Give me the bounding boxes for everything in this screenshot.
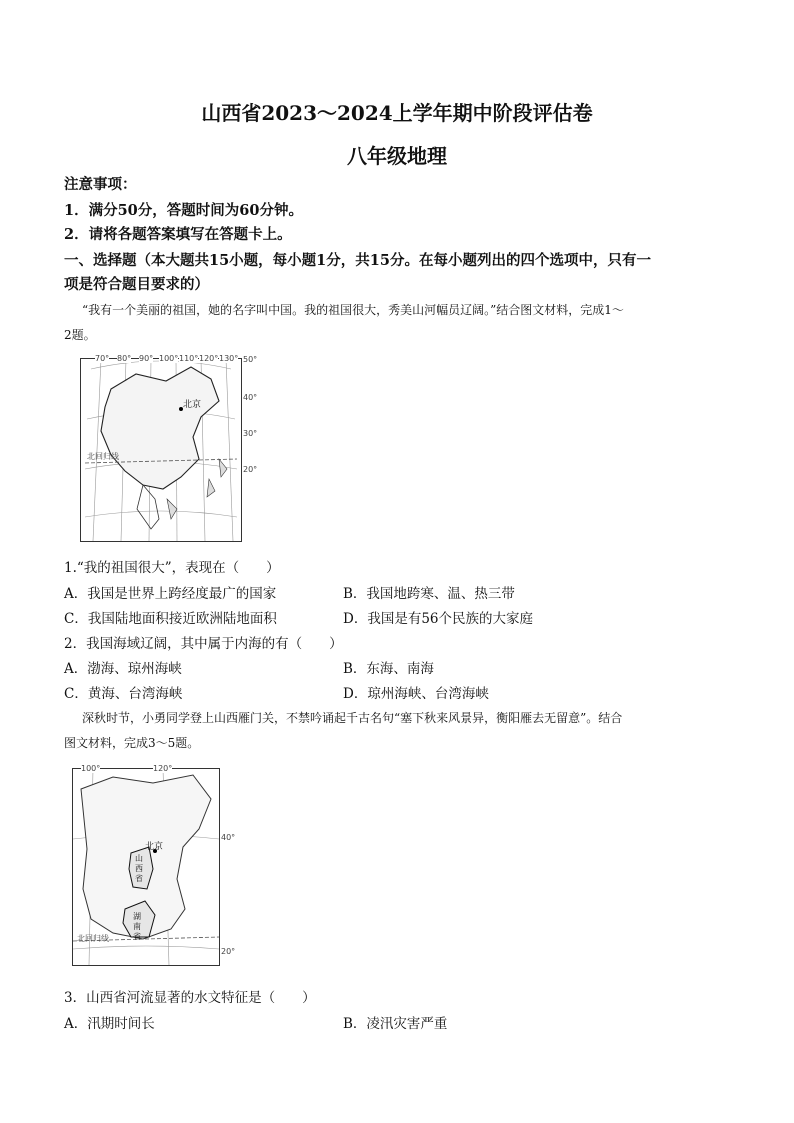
lon-label: 120° xyxy=(199,354,219,363)
question-2-option-a: A．渤海、琼州海峡 xyxy=(64,661,182,677)
question-3-option-a: A．汛期时间长 xyxy=(64,1016,155,1032)
intro-text: 深秋时节，小勇同学登上山西雁门关，不禁吟诵起千古名句“塞下秋来风景异，衡阳雁去无留意”。结合 xyxy=(82,711,623,725)
lat-label: 40° xyxy=(221,833,236,842)
hunan-label: 南 xyxy=(133,922,141,931)
question-3-option-b: B．凌汛灾害严重 xyxy=(343,1016,448,1032)
intro-text: “我有一个美丽的祖国，她的名字叫中国。我的祖国很大，秀美山河幅员辽阔。”结合图文材料，完成1～ xyxy=(82,303,624,317)
notice-heading: 注意事项： xyxy=(64,176,137,193)
question-1-option-d: D．我国是有56个民族的大家庭 xyxy=(343,611,534,627)
shanxi-hunan-map-figure xyxy=(72,764,236,966)
question-2-option-c: C．黄海、台湾海峡 xyxy=(64,686,183,702)
shanxi-label: 省 xyxy=(135,874,143,883)
lon-label: 130° xyxy=(219,354,239,363)
lon-label: 100° xyxy=(81,764,101,773)
lat-label: 30° xyxy=(243,429,258,438)
intro-text-cont: 2题。 xyxy=(64,328,96,342)
question-1-option-a: A．我国是世界上跨经度最广的国家 xyxy=(64,586,277,602)
lon-label: 80° xyxy=(117,354,132,363)
lat-label: 40° xyxy=(243,393,258,402)
lon-label: 100° xyxy=(159,354,179,363)
question-3-stem: 3．山西省河流显著的水文特征是（ ） xyxy=(64,990,316,1006)
lat-label: 20° xyxy=(221,947,236,956)
lon-label: 90° xyxy=(139,354,154,363)
shanxi-label: 山 xyxy=(135,854,143,863)
question-2-option-d: D．琼州海峡、台湾海峡 xyxy=(343,686,489,702)
section-heading: 一、选择题（本大题共15小题，每小题1分，共15分。在每小题列出的四个选项中，只有一 xyxy=(64,252,651,269)
hunan-label: 湖 xyxy=(133,912,141,921)
china-map-drawing xyxy=(81,359,241,541)
lat-label: 20° xyxy=(243,465,258,474)
lon-label: 110° xyxy=(179,354,199,363)
question-1-option-b: B．我国地跨寒、温、热三带 xyxy=(343,586,515,602)
page-title: 山西省2023～2024上学年期中阶段评估卷 xyxy=(201,101,593,125)
question-2-stem: 2．我国海域辽阔，其中属于内海的有（ ） xyxy=(64,636,343,652)
beijing-label: 北京 xyxy=(145,842,164,852)
tropic-label: 北回归线 xyxy=(77,934,109,943)
notice-item: 2．请将各题答案填写在答题卡上。 xyxy=(64,226,292,243)
notice-item: 1．满分50分，答题时间为60分钟。 xyxy=(64,202,303,219)
question-1-stem: 1.“我的祖国很大”，表现在（ ） xyxy=(64,560,280,576)
intro-text-cont: 图文材料，完成3～5题。 xyxy=(64,736,200,750)
china-map-figure xyxy=(80,354,258,542)
question-1-option-c: C．我国陆地面积接近欧洲陆地面积 xyxy=(64,611,277,627)
tropic-label: 北回归线 xyxy=(87,452,119,461)
lon-label: 70° xyxy=(95,354,110,363)
hunan-label: 省 xyxy=(133,932,141,941)
lat-label: 50° xyxy=(243,355,258,364)
page-subtitle: 八年级地理 xyxy=(347,144,447,168)
beijing-label: 北京 xyxy=(183,400,202,410)
question-2-option-b: B．东海、南海 xyxy=(343,661,434,677)
section-heading-cont: 项是符合题目要求的） xyxy=(64,276,209,293)
shanxi-label: 西 xyxy=(135,864,143,873)
lon-label: 120° xyxy=(153,764,173,773)
